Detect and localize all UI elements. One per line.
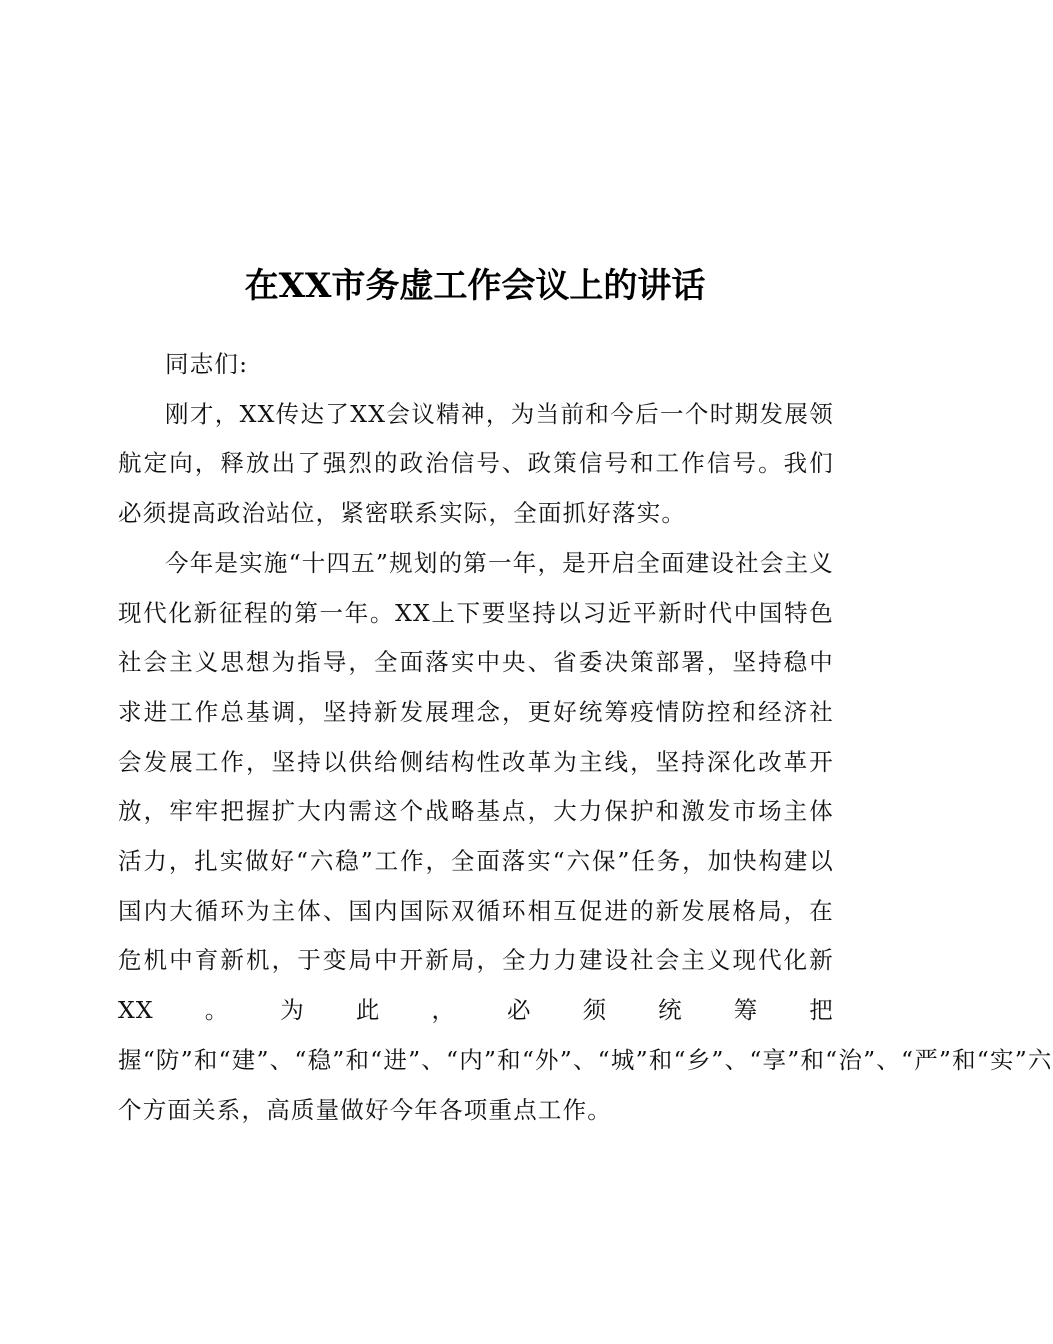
salutation: 同志们: [165,350,249,378]
document-body [118,340,1053,1135]
document-title: 在XX市务虚工作会议上的讲话 [244,266,706,306]
paragraph-1: 刚才，XX传达了XX会议精神，为当前和今后一个时期发展领航定向，释放出了强烈的政治信号、政策信号和工作信号。我们必须提高政治站位，紧密联系实际，全面抓好落实。 [118,399,834,528]
paragraph-2: 今年是实施“十四五”规划的第一年，是开启全面建设社会主义现代化新征程的第一年。XX上下要坚持以习近平新时代中国特色社会主义思想为指导，全面落实中央、省委决策部署，坚持稳中求进工作总基调，坚持新发展理念，更好统筹疫情防控和经济社会发展工作，坚持以供给侧结构性改革为主线，坚持深化改革开放，牢牢把握扩大内需这个战略基点，大力保护和激发市场主体活力，扎实做好“六稳”工作，全面落实“六保”任务，加快构建以国内大循环为主体、国内国际双循环相互促进的新发展格局，在危机中育新机，于变局中开新局，全力力建设社会主义现代化新XX。为此，必须统筹把握“防”和“建”、“稳”和“进”、“内”和“外”、“城”和“乡”、“享”和“治”、“严”和“实”六个方面关系，高质量做好今年各项重点工作。 [118,548,1053,1124]
